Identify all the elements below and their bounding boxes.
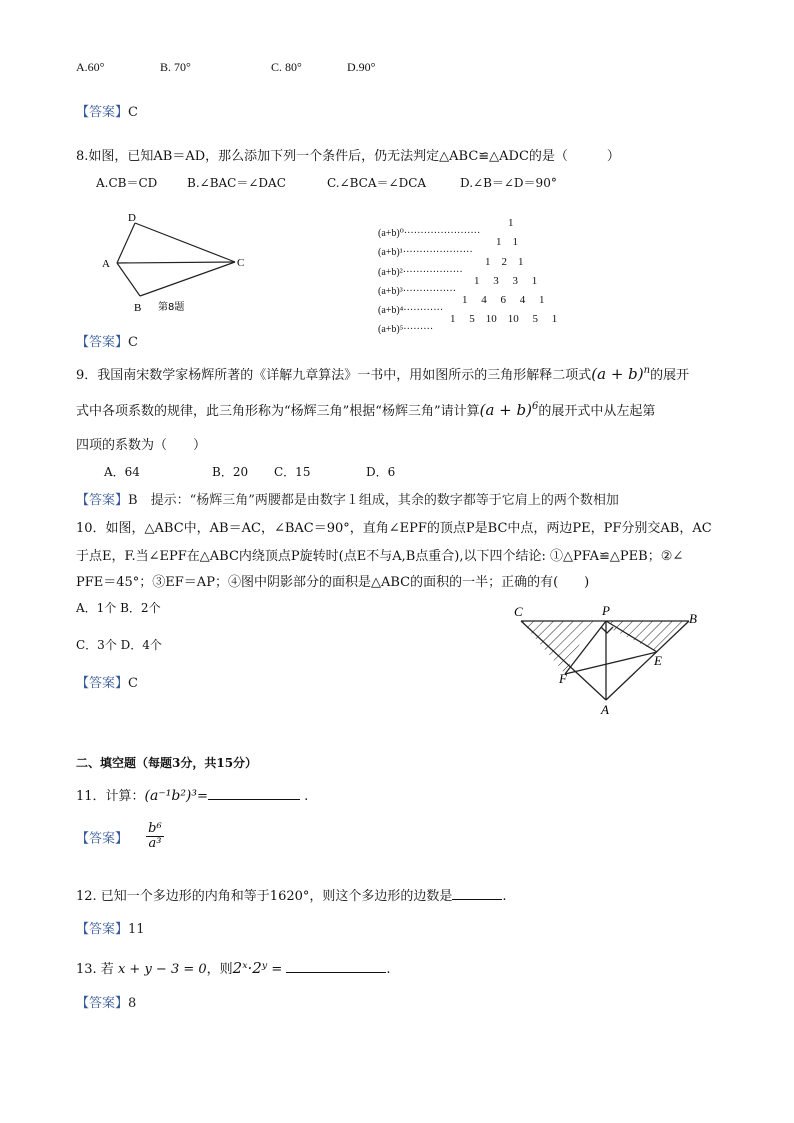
q8-option-d: D.∠B＝∠D＝90° [460, 176, 557, 190]
row-label: (a+b)¹ [378, 247, 403, 258]
q8-option-a: A.CB＝CD [96, 176, 158, 190]
label-a: A [601, 702, 609, 717]
q9-answer [76, 489, 619, 508]
q9-option-b: B．20 [212, 465, 249, 479]
answer-fraction [146, 822, 164, 852]
row-label: (a+b)⁴ [378, 305, 404, 316]
q8-option-b: B.∠BAC＝∠DAC [187, 176, 286, 190]
answer-tag: 【答案】 [76, 676, 129, 691]
q10-answer [76, 672, 138, 691]
q13-period: . [386, 962, 391, 977]
q9-line-2 [76, 400, 655, 419]
answer-value: 11 [128, 922, 145, 937]
answer-value: C [128, 105, 138, 120]
row-label: (a+b)² [378, 267, 403, 278]
q13-answer [76, 992, 136, 1011]
answer-value: C [128, 676, 138, 691]
answer-tag: 【答案】 [76, 922, 129, 937]
row-dots: ················ [402, 286, 457, 297]
answer-tag: 【答案】 [76, 996, 129, 1011]
answer-blank [208, 787, 300, 800]
q11-period: . [304, 789, 309, 804]
q10-line-3: PFE＝45°；③EF＝AP；④图中阴影部分的面积是△ABC的面积的一半；正确的有( ) [76, 575, 590, 590]
q12-period: . [502, 889, 507, 904]
q13-stem: 13. 若 [76, 962, 114, 977]
q9-line-3: 四项的系数为（ ） [76, 438, 207, 453]
q9-text: 式中各项系数的规律，此三角形称为“杨辉三角”根据“杨辉三角”请计算 [76, 404, 480, 419]
q8-option-c: C.∠BCA＝∠DCA [327, 176, 427, 190]
q7-option-a: A.60° [76, 60, 105, 74]
q8-answer [76, 331, 138, 350]
label-b: B [134, 302, 142, 314]
answer-tag: 【答案】 [76, 105, 129, 120]
answer-value: C [128, 335, 138, 350]
row-dots: ······················· [403, 228, 481, 239]
binomial-exp: 6 [531, 401, 539, 412]
answer-blank [286, 960, 386, 973]
answer-tag: 【答案】 [76, 335, 129, 350]
answer-blank [452, 887, 502, 900]
q10-options-2: C．3个 D．4个 [76, 638, 162, 652]
q11-answer [76, 822, 164, 852]
q9-text: 9．我国南宋数学家杨辉所著的《详解九章算法》一书中，用如图所示的三角形解释二项式 [76, 368, 592, 383]
q9-text: 的展开式中从左起第 [538, 404, 656, 419]
q13-line [76, 958, 391, 977]
row-label: (a+b)³ [378, 286, 403, 297]
q11-stem: 11．计算： [76, 789, 145, 804]
q13-expr: 2ˣ·2ʸ [232, 959, 268, 977]
answer-tag: 【答案】 [76, 493, 129, 508]
q9-option-d: D．6 [366, 465, 396, 479]
section-title: 二、填空题（每题3分，共15分） [76, 756, 258, 770]
q9-line-1 [76, 364, 689, 383]
q12-stem: 12. 已知一个多边形的内角和等于1620°，则这个多边形的边数是 [76, 889, 453, 904]
row-dots: ············ [403, 305, 444, 316]
q9-option-a: A．64 [104, 465, 140, 479]
q10-line-1: 10．如图，△ABC中，AB＝AC，∠BAC＝90°，直角∠EPF的顶点P是BC中点，两边PE，PF分别交AB，AC [76, 521, 712, 536]
label-c: C [237, 257, 245, 269]
row-dots: ·················· [402, 267, 463, 278]
row-nums: 1 2 1 [485, 256, 524, 268]
q12-answer [76, 918, 145, 937]
binomial-exp: n [643, 365, 651, 376]
q13-condition: x + y − 3 = 0 [117, 962, 207, 977]
q10-figure [505, 600, 715, 718]
answer-value: 8 [128, 996, 137, 1011]
row-nums: 1 [508, 217, 514, 229]
label-b: B [689, 611, 697, 626]
answer-value: B 提示：“杨辉三角”两腰都是由数字１组成，其余的数字都等于它肩上的两个数相加 [128, 493, 619, 508]
q10-options-1: A．1个 B．2个 [76, 601, 161, 615]
figure-caption: 第8题 [158, 302, 185, 313]
q9-option-c: C．15 [274, 465, 311, 479]
label-c: C [514, 604, 523, 619]
fraction-denominator: a³ [148, 836, 162, 852]
q7-answer [76, 101, 138, 120]
binomial-expr: (a + b) [591, 365, 644, 383]
row-nums: 1 1 [496, 236, 518, 248]
q11-expr: (a⁻¹b²)³ [144, 788, 198, 804]
q7-option-b: B. 70° [160, 60, 191, 74]
binomial-6 [480, 401, 539, 419]
row-nums: 1 4 6 4 1 [462, 294, 545, 306]
q7-option-d: D.90° [347, 60, 376, 74]
binomial-n [591, 365, 650, 383]
fraction-numerator: b⁶ [148, 821, 162, 836]
label-a: A [102, 258, 110, 270]
q13-equals: = [267, 962, 287, 977]
q13-stem: ，则 [206, 962, 233, 977]
row-nums: 1 5 10 10 5 1 [450, 313, 558, 325]
row-dots: ····················· [402, 247, 473, 258]
row-label: (a+b)⁵ [378, 324, 404, 335]
pascal-row [368, 313, 558, 357]
label-f: F [559, 671, 567, 686]
q9-text: 的展开 [650, 368, 690, 383]
q7-option-c: C. 80° [271, 60, 302, 74]
label-p: P [602, 603, 610, 618]
answer-tag: 【答案】 [76, 831, 129, 847]
q10-line-2: 于点E，F.当∠EPF在△ABC内绕顶点P旋转时(点E不与A,B点重合),以下四个结论: ①△PFA≌△PEB；②∠ [76, 549, 684, 564]
q12-line [76, 885, 507, 904]
row-dots: ········· [403, 324, 434, 335]
q8-figure [95, 205, 255, 317]
label-e: E [654, 653, 662, 668]
row-nums: 1 3 3 1 [474, 275, 538, 287]
q11-equals: = [197, 789, 208, 804]
label-d: D [128, 212, 136, 224]
q11-line [76, 785, 308, 804]
row-label: (a+b)⁰ [378, 228, 404, 239]
q8-stem: 8.如图，已知AB＝AD，那么添加下列一个条件后，仍无法判定△ABC≌△ADC的是（ ） [76, 149, 620, 164]
binomial-expr: (a + b) [479, 401, 532, 419]
